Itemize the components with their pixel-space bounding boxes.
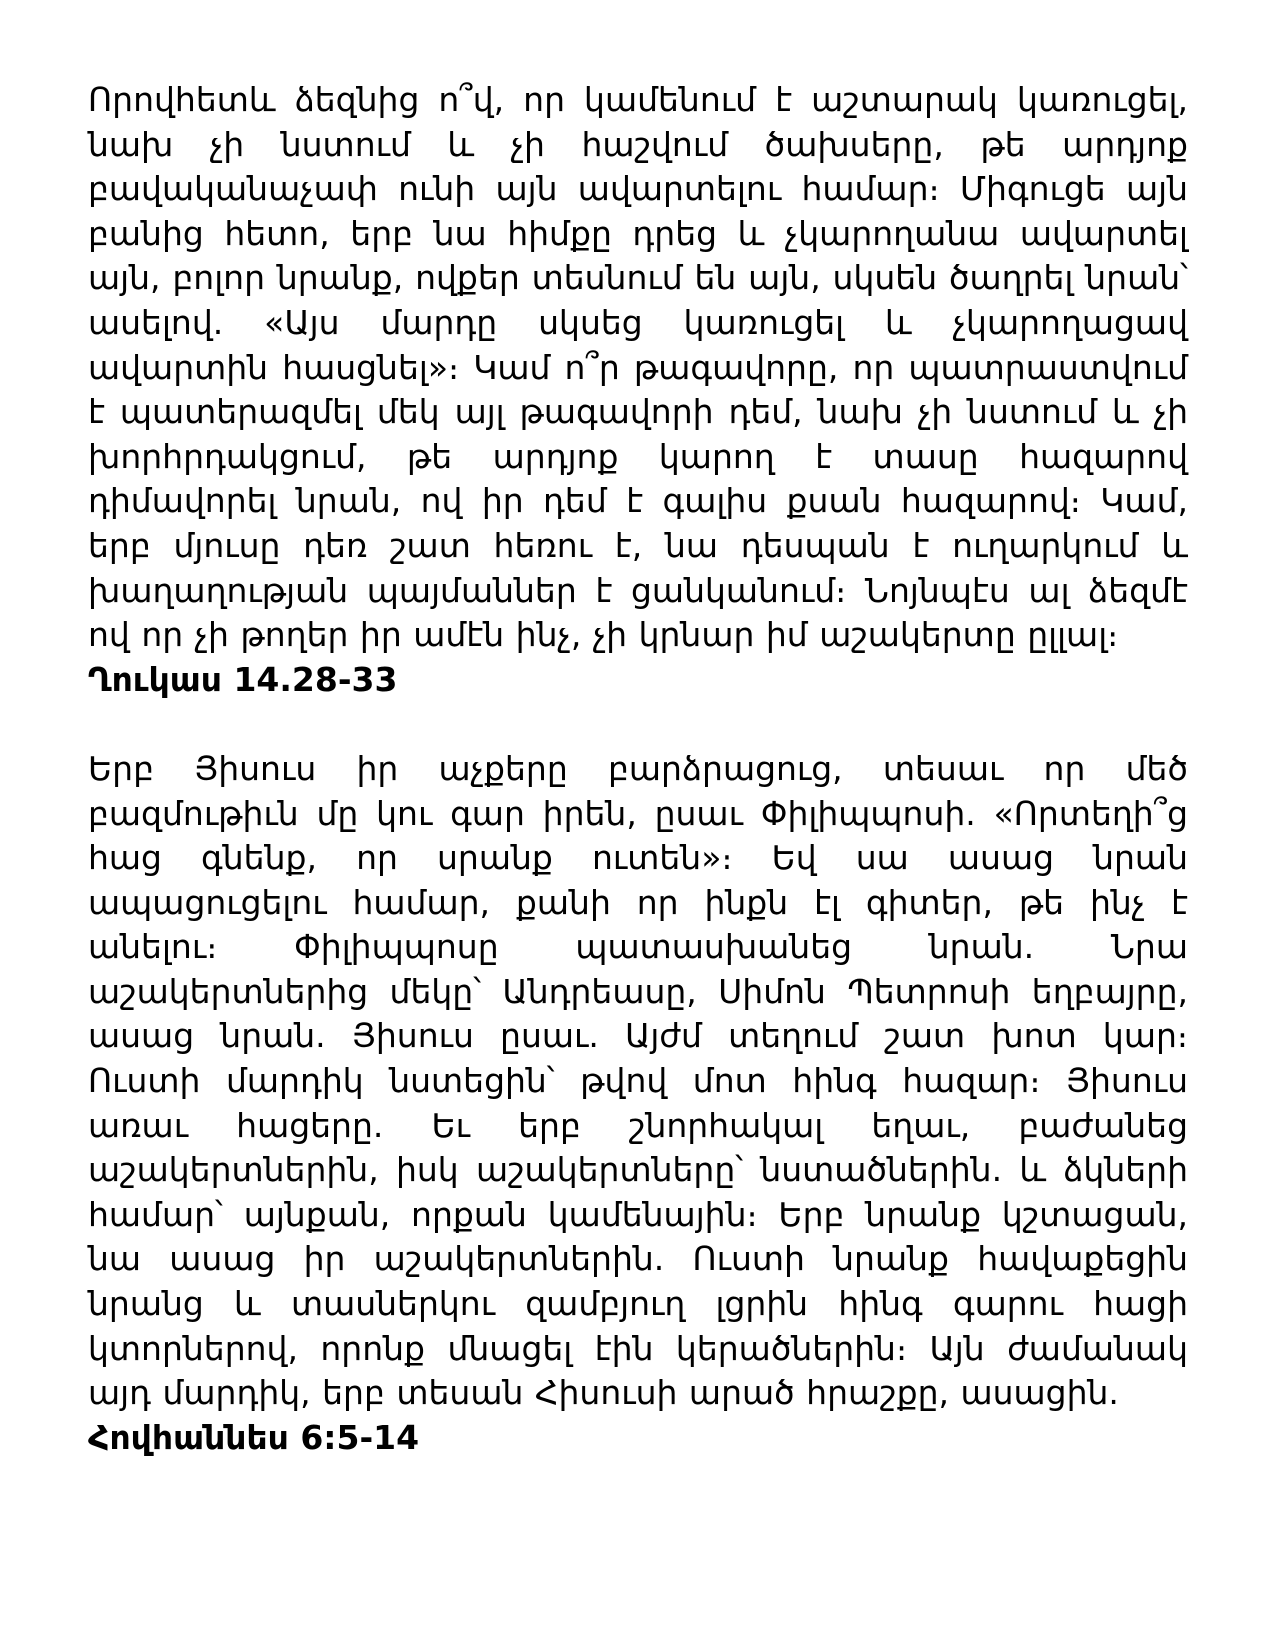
passage-luke-reference: Ղուկաս 14.28-33	[88, 659, 398, 699]
passage-john-reference: Հովհաննես 6:5-14	[88, 1417, 420, 1457]
paragraph-spacer	[88, 702, 1188, 747]
passage-luke-text: Որովհետև ձեզնից ո՞վ, որ կամենում է աշտարակ կառուցել, նախ չի նստում և չի հաշվում ծախսերը, թե արդյոք բավականաչափ ունի այն ավարտելու համար։ Միգուցե այն բանից հետո, երբ նա հիմքը դրեց և չկարողանա ավարտել այն, բոլոր նրանք, ովքեր տեսնում են այն, սկսեն ծաղրել նրան՝ ասելով. «Այս մարդը սկսեց կառուցել և չկարողացավ ավարտին հասցնել»։ Կամ ո՞ր թագավորը, որ պատրաստվում է պատերազմել մեկ այլ թագավորի դեմ, նախ չի նստում և չի խորհրդակցում, թե արդյոք կարող է տասը հազարով դիմավորել նրան, ով իր դեմ է գալիս քսան հազարով։ Կամ, երբ մյուսը դեռ շատ հեռու է, նա դեսպան է ուղարկում և խաղաղության պայմաններ է ցանկանում։ Նոյնպէս ալ ձեզմէ ով որ չի թողեր իր ամէն ինչ, չի կրնար իմ աշակերտը ըլլալ։	[88, 80, 1188, 655]
passage-john-text: Երբ Յիսուս իր աչքերը բարձրացուց, տեսաւ որ մեծ բազմութիւն մը կու գար իրեն, ըսաւ Փիլիպպոսի. «Որտեղի՞ց հաց գնենք, որ սրանք ուտեն»։ Եվ սա ասաց նրան ապացուցելու համար, քանի որ ինքն էլ գիտեր, թե ինչ է անելու։ Փիլիպպոսը պատասխանեց նրան. Նրա աշակերտներից մեկը՝ Անդրեասը, Սիմոն Պետրոսի եղբայրը, ասաց նրան. Յիսուս ըսաւ. Այժմ տեղում շատ խոտ կար։ Ուստի մարդիկ նստեցին՝ թվով մոտ հինգ հազար։ Յիսուս առաւ հացերը. Եւ երբ շնորհակալ եղաւ, բաժանեց աշակերտներին, իսկ աշակերտները՝ նստածներին. և ձկների համար՝ այնքան, որքան կամենային։ Երբ նրանք կշտացան, նա ասաց իր աշակերտներին. Ուստի նրանք հավաքեցին նրանց և տասներկու զամբյուղ լցրին հինգ գարու հացի կտորներով, որոնք մնացել էին կերածներին։ Այն ժամանակ այդ մարդիկ, երբ տեսան Հիսուսի արած հրաշքը, ասացին.	[88, 748, 1188, 1413]
document-page	[88, 78, 1188, 1460]
